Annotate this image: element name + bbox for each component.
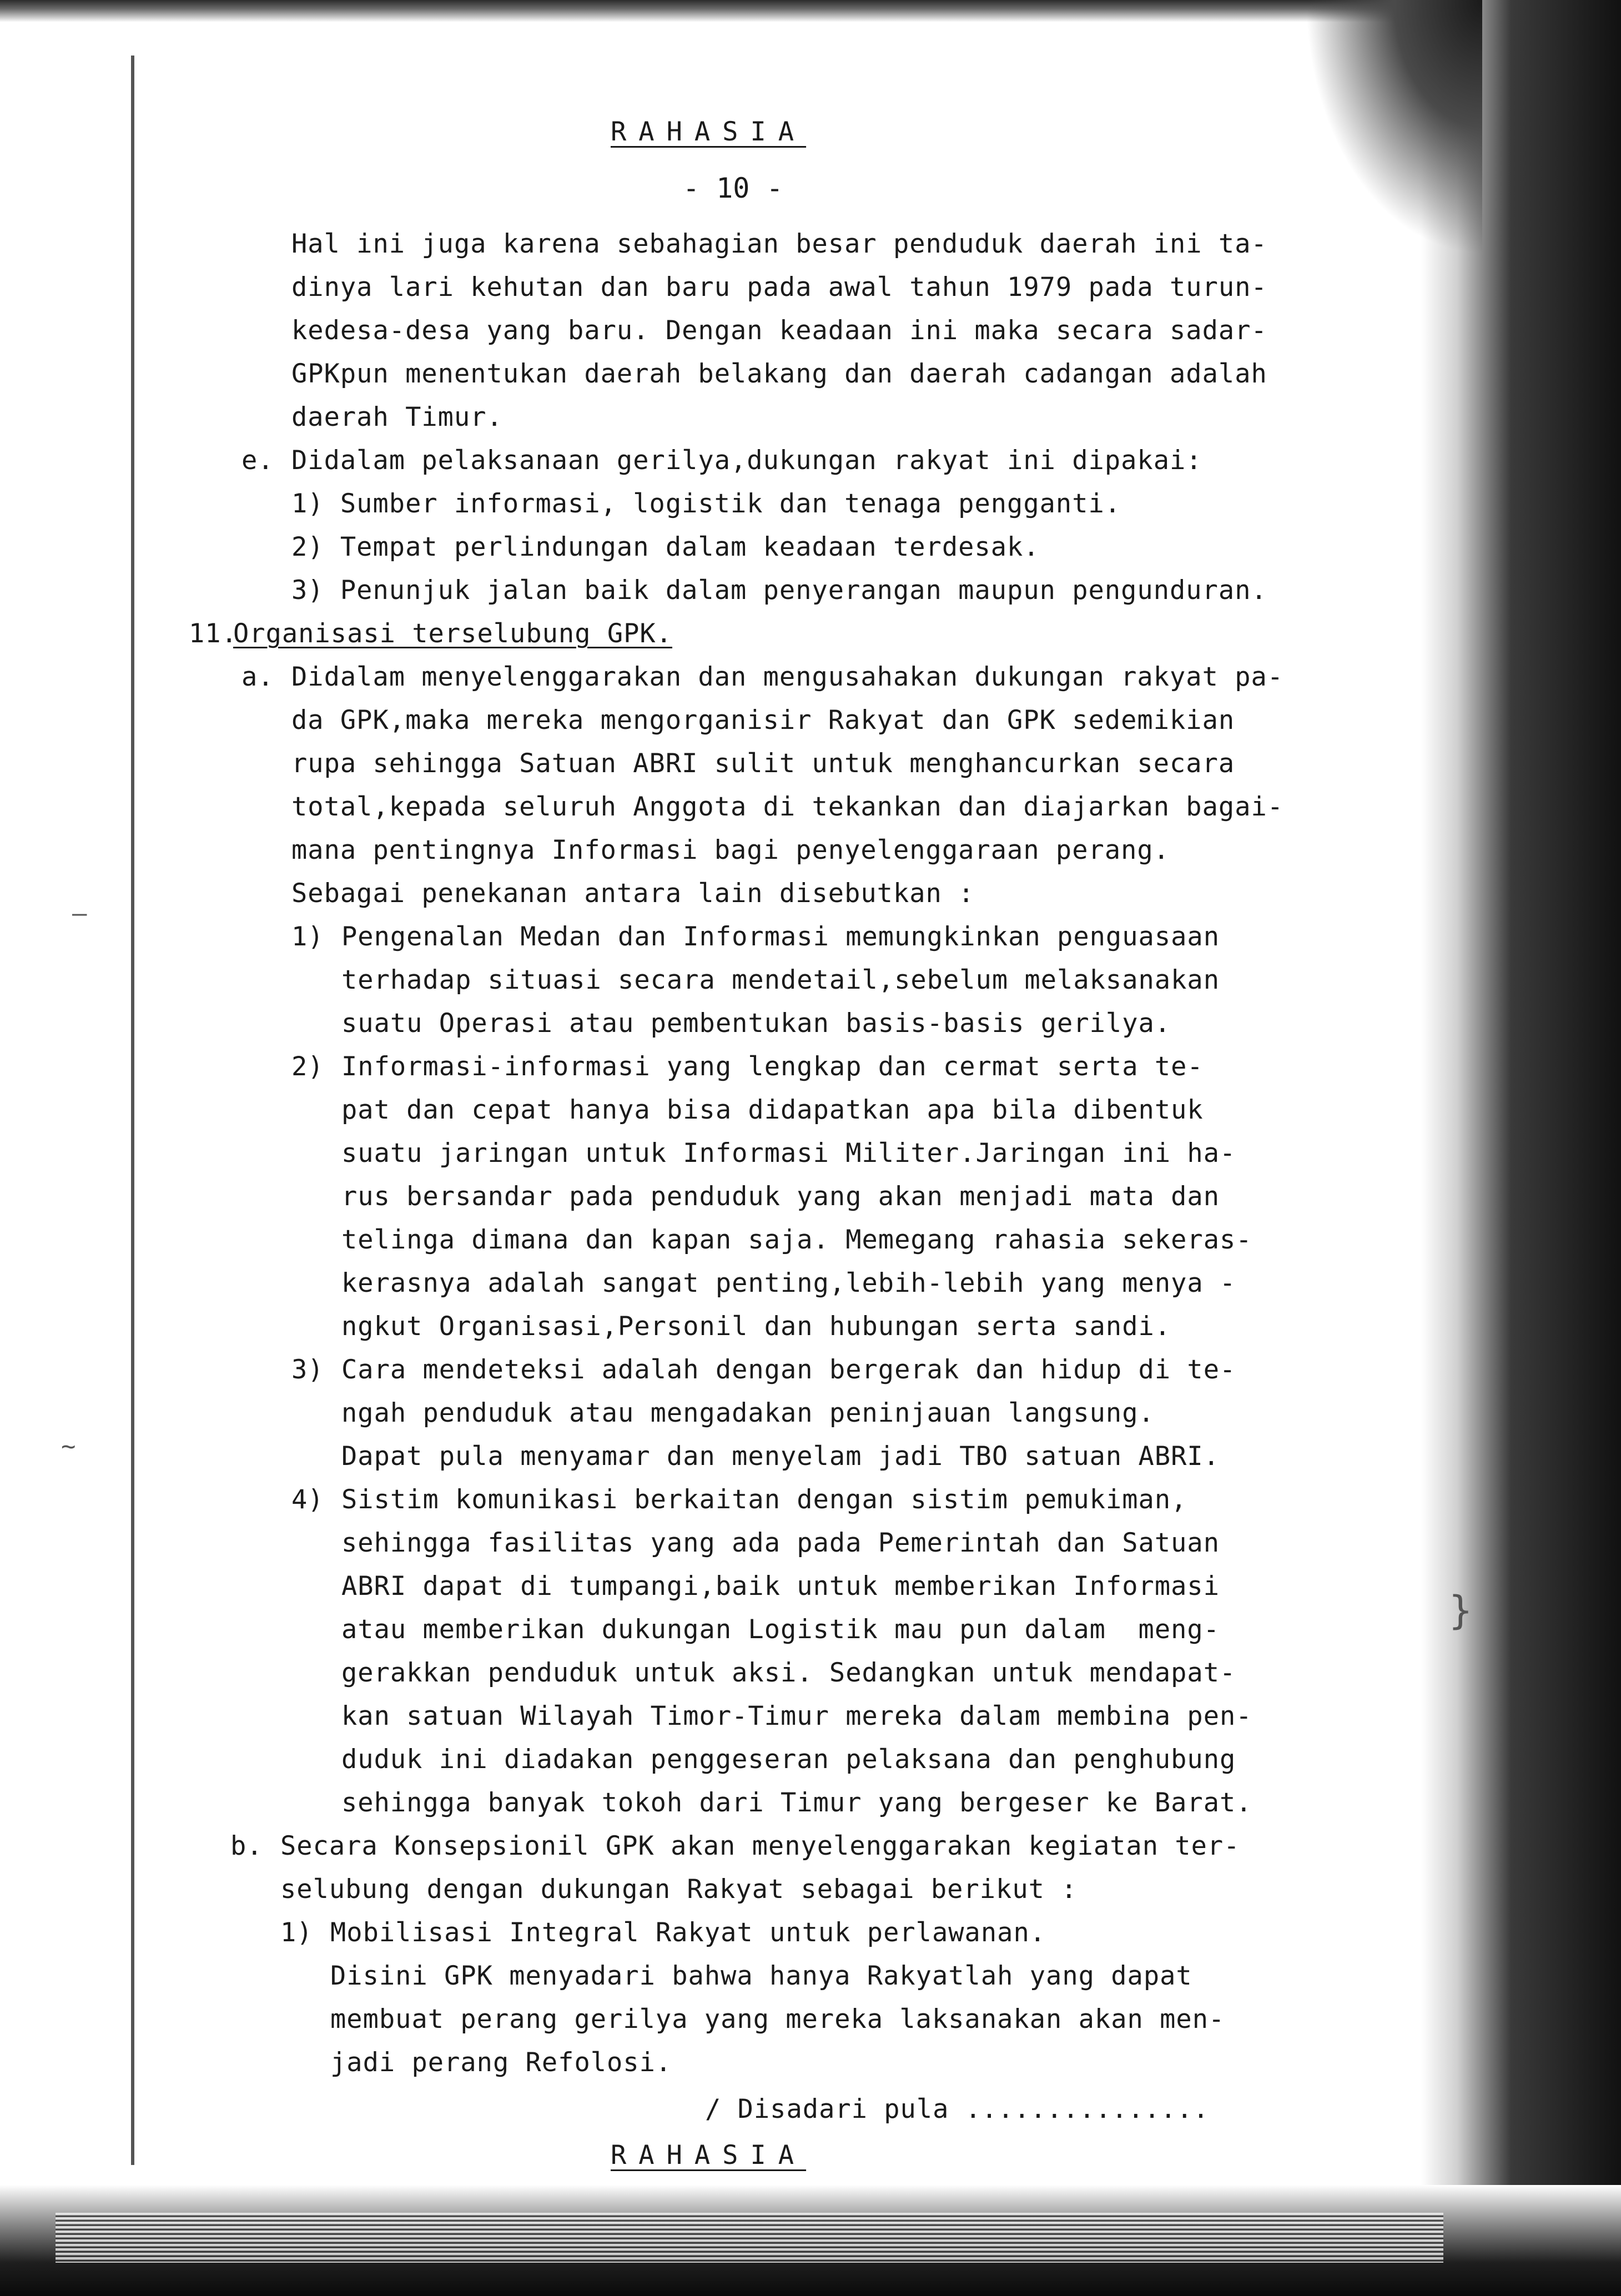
item-e-subitem: 3) Penunjuk jalan baik dalam penyerangan maupun pengunduran. — [291, 575, 1267, 606]
page-number: - 10 - — [683, 172, 783, 204]
margin-mark: — — [72, 899, 87, 928]
item-a-line: total,kepada seluruh Anggota di tekankan dan diajarkan bagai- — [291, 792, 1284, 822]
item-e-text: Didalam pelaksanaan gerilya,dukungan rakyat ini dipakai: — [291, 445, 1202, 476]
item-e-subitem: 2) Tempat perlindungan dalam keadaan terdesak. — [291, 532, 1040, 562]
subitem-line: suatu Operasi atau pembentukan basis-basis gerilya. — [341, 1008, 1171, 1039]
subitem-line: ABRI dapat di tumpangi,baik untuk memberikan Informasi — [341, 1571, 1220, 1602]
subitem-line: terhadap situasi secara mendetail,sebelum melaksanakan — [341, 965, 1220, 995]
subitem-line: atau memberikan dukungan Logistik mau pun dalam meng- — [341, 1614, 1220, 1645]
continuation-note: / Disadari pula ............... — [705, 2094, 1210, 2124]
subitem-line: Disini GPK menyadari bahwa hanya Rakyatlah yang dapat — [330, 1961, 1192, 1991]
item-a-line: rupa sehingga Satuan ABRI sulit untuk menghancurkan secara — [291, 748, 1235, 779]
margin-bracket: } — [1449, 1588, 1473, 1633]
margin-mark: ~ — [61, 1432, 76, 1461]
section-title: Organisasi terselubung GPK. — [233, 618, 673, 649]
subitem-line: jadi perang Refolosi. — [330, 2047, 672, 2078]
subitem-line: Sistim komunikasi berkaitan dengan sistim pemukiman, — [341, 1484, 1187, 1515]
subitem-line: sehingga banyak tokoh dari Timur yang bergeser ke Barat. — [341, 1788, 1252, 1818]
intro-line: dinya lari kehutan dan baru pada awal tahun 1979 pada turun- — [291, 272, 1267, 303]
item-a-label: a. — [241, 662, 274, 692]
subitem-line: Pengenalan Medan dan Informasi memungkinkan penguasaan — [341, 922, 1220, 952]
classification-header: RAHASIA — [611, 117, 807, 147]
item-b-line: Secara Konsepsionil GPK akan menyelenggarakan kegiatan ter- — [280, 1831, 1240, 1861]
intro-line: kedesa-desa yang baru. Dengan keadaan ini maka secara sadar- — [291, 315, 1267, 346]
subitem-line: rus bersandar pada penduduk yang akan menjadi mata dan — [341, 1181, 1220, 1212]
subitem-line: kerasnya adalah sangat penting,lebih-lebih yang menya - — [341, 1268, 1236, 1298]
intro-line: daerah Timur. — [291, 402, 503, 432]
subitem-number: 3) — [291, 1355, 324, 1385]
subitem-line: suatu jaringan untuk Informasi Militer.Jaringan ini ha- — [341, 1138, 1236, 1169]
subitem-number: 1) — [280, 1917, 313, 1948]
subitem-number: 4) — [291, 1484, 324, 1515]
intro-line: Hal ini juga karena sebahagian besar penduduk daerah ini ta- — [291, 229, 1267, 259]
subitem-line: Cara mendeteksi adalah dengan bergerak dan hidup di te- — [341, 1355, 1236, 1385]
subitem-line: gerakkan penduduk untuk aksi. Sedangkan untuk mendapat- — [341, 1658, 1236, 1688]
intro-line: GPKpun menentukan daerah belakang dan daerah cadangan adalah — [291, 359, 1267, 389]
item-e-label: e. — [241, 445, 274, 476]
subitem-number: 2) — [291, 1051, 324, 1082]
subitem-line: Dapat pula menyamar dan menyelam jadi TBO satuan ABRI. — [341, 1441, 1220, 1472]
item-a-line: Sebagai penekanan antara lain disebutkan : — [291, 878, 975, 909]
subitem-line: Mobilisasi Integral Rakyat untuk perlawanan. — [330, 1917, 1046, 1948]
item-e-subitem: 1) Sumber informasi, logistik dan tenaga pengganti. — [291, 489, 1121, 519]
subitem-line: ngah penduduk atau mengadakan peninjauan langsung. — [341, 1398, 1155, 1428]
subitem-line: pat dan cepat hanya bisa didapatkan apa bila dibentuk — [341, 1095, 1204, 1125]
classification-footer: RAHASIA — [611, 2140, 807, 2171]
subitem-line: Informasi-informasi yang lengkap dan cermat serta te- — [341, 1051, 1204, 1082]
section-number: 11. — [189, 618, 238, 649]
subitem-line: duduk ini diadakan penggeseran pelaksana dan penghubung — [341, 1744, 1236, 1775]
item-a-line: da GPK,maka mereka mengorganisir Rakyat dan GPK sedemikian — [291, 705, 1235, 736]
item-a-line: Didalam menyelenggarakan dan mengusahakan dukungan rakyat pa- — [291, 662, 1284, 692]
subitem-number: 1) — [291, 922, 324, 952]
subitem-line: membuat perang gerilya yang mereka laksanakan akan men- — [330, 2004, 1225, 2035]
subitem-line: ngkut Organisasi,Personil dan hubungan serta sandi. — [341, 1311, 1171, 1342]
subitem-line: sehingga fasilitas yang ada pada Pemerintah dan Satuan — [341, 1528, 1220, 1558]
item-b-label: b. — [230, 1831, 263, 1861]
item-b-line: selubung dengan dukungan Rakyat sebagai berikut : — [280, 1874, 1078, 1905]
item-a-line: mana pentingnya Informasi bagi penyelenggaraan perang. — [291, 835, 1170, 865]
subitem-line: kan satuan Wilayah Timor-Timur mereka dalam membina pen- — [341, 1701, 1252, 1731]
subitem-line: telinga dimana dan kapan saja. Memegang rahasia sekeras- — [341, 1225, 1252, 1255]
